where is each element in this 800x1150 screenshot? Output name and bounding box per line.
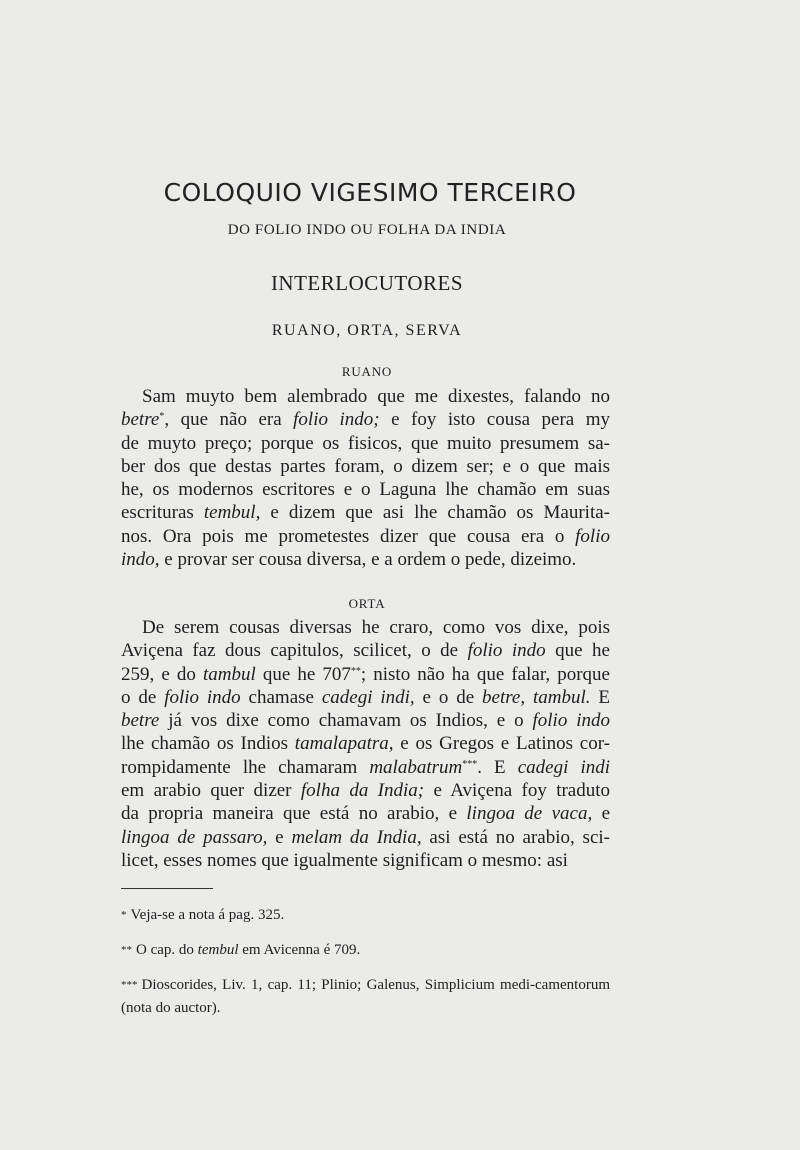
chapter-title: COLOQUIO VIGESIMO TERCEIRO: [163, 178, 577, 207]
italic-term: indo,: [121, 549, 160, 571]
footnote-reference: **: [350, 665, 361, 677]
italic-term: lingoa de vaca,: [466, 803, 593, 825]
italic-term: betre: [121, 409, 160, 431]
italic-term: folio indo;: [293, 409, 380, 431]
italic-term: lingoa de passaro,: [121, 826, 268, 848]
italic-term: folio indo: [164, 686, 241, 708]
italic-term: betre, tambul.: [482, 686, 591, 708]
text-line: licet, esses nomes que igualmente significam o mesmo: asi: [121, 849, 568, 871]
italic-term: malabatrum: [369, 756, 463, 778]
speech-paragraph-ruano: [121, 385, 610, 571]
footnotes: [121, 904, 610, 1031]
text-line: nos. Ora pois me prometestes dizer que cousa era o folio: [121, 525, 610, 547]
chapter-subtitle: DO FOLIO INDO OU FOLHA DA INDIA: [227, 222, 507, 238]
speaker-label-ruano: RUANO: [341, 364, 393, 379]
italic-term: tembul: [197, 942, 239, 958]
speaker-list: RUANO, ORTA, SERVA: [271, 322, 463, 339]
footnote: ** O cap. do tembul em Avicenna é 709.: [121, 942, 361, 958]
footnote: * Veja-se a nota á pag. 325.: [121, 907, 285, 923]
section-heading: INTERLOCUTORES: [270, 271, 464, 295]
text-line: lingoa de passaro, e melam da India, asi está no arabio, sci-: [121, 826, 610, 848]
speech-paragraph-orta: [121, 616, 610, 872]
text-line: ber dos que destas partes foram, o dizem ser; e o que mais: [121, 455, 610, 477]
italic-term: tamalapatra,: [294, 733, 394, 755]
text-line: em arabio quer dizer folha da India; e Aviçena foy traduto: [121, 780, 611, 802]
text-line: Sam muyto bem alembrado que me dixestes, falando no: [142, 386, 610, 407]
footnote-mark: **: [121, 944, 132, 956]
italic-term: tambul: [202, 663, 256, 685]
text-line: betre já vos dixe como chamavam os Indios, e o folio indo: [121, 710, 610, 732]
italic-term: tembul,: [203, 502, 261, 524]
text-line: he, os modernos escritores e o Laguna lhe chamão em suas: [121, 479, 610, 501]
text-line: 259, e do tambul que he 707**; nisto não ha que falar, porque: [121, 663, 610, 685]
footnote-reference: ***: [462, 758, 478, 770]
footnote-mark: ***: [121, 979, 138, 991]
text-line: o de folio indo chamase cadegi indi, e o de betre, tambul. E: [121, 686, 611, 708]
text-line: rompidamente lhe chamaram malabatrum***. E cadegi indi: [121, 756, 611, 778]
text-line: De serem cousas diversas he craro, como vos dixe, pois: [142, 617, 610, 638]
italic-term: cadegi indi,: [321, 686, 415, 708]
italic-term: folio indo: [532, 710, 610, 732]
text-line: lhe chamão os Indios tamalapatra, e os Gregos e Latinos cor-: [121, 733, 610, 755]
text-line: betre*, que não era folio indo; e foy isto cousa pera my: [121, 409, 610, 431]
italic-term: cadegi indi: [517, 756, 611, 778]
text-line: de muyto preço; porque os fisicos, que muito presumem sa-: [121, 432, 610, 454]
footnote-mark: *: [121, 909, 127, 921]
footnote-divider: [121, 888, 213, 889]
italic-term: betre: [121, 710, 160, 732]
text-line: da propria maneira que está no arabio, e lingoa de vaca, e: [121, 803, 610, 825]
italic-term: folha da India;: [300, 780, 425, 802]
footnote: *** Dioscorides, Liv. 1, cap. 11; Plinio; Galenus, Simplicium medi-camentorum (nota do auctor).: [121, 977, 610, 1016]
italic-term: melam da India,: [291, 826, 422, 848]
italic-term: folio: [575, 525, 610, 547]
italic-term: folio indo: [467, 640, 546, 662]
speaker-label-orta: ORTA: [348, 596, 386, 611]
text-line: Aviçena faz dous capitulos, scilicet, o de folio indo que he: [121, 640, 610, 662]
footnote-reference: *: [159, 411, 165, 423]
text-line: escrituras tembul, e dizem que asi lhe chamão os Maurita-: [121, 502, 610, 524]
text-line: indo, e provar ser cousa diversa, e a ordem o pede, dizeimo.: [121, 549, 577, 571]
